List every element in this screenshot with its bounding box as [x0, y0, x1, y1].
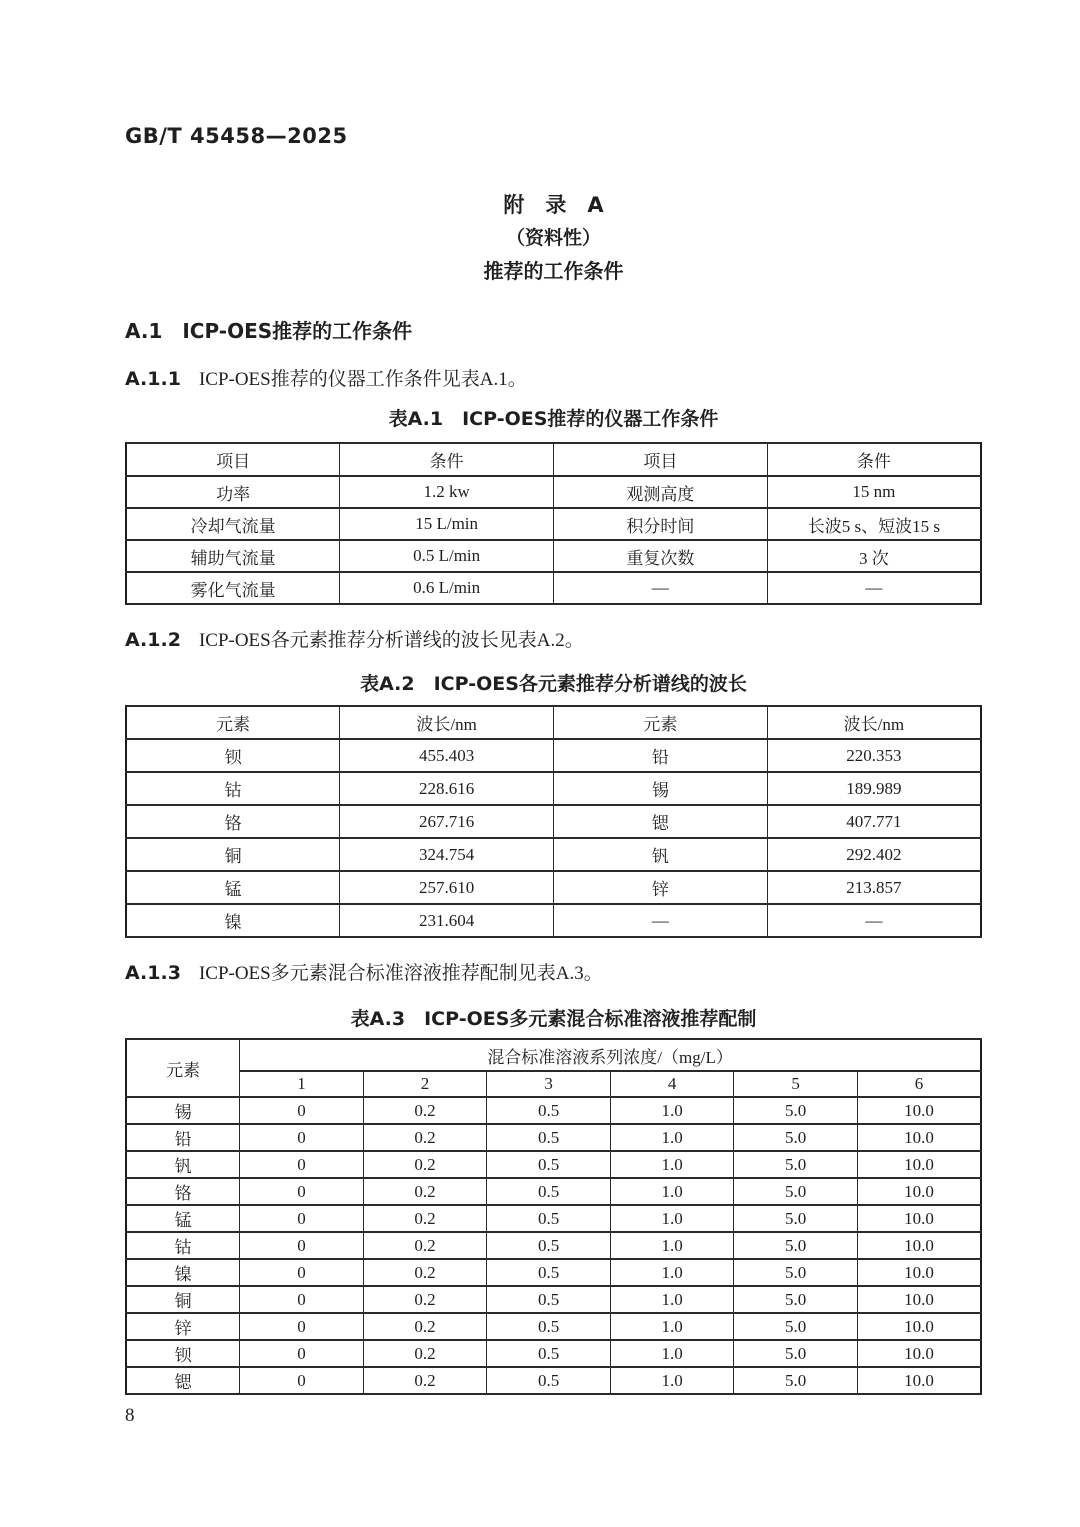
table-header-cell: 2 [363, 1071, 487, 1097]
table-cell: 锡 [554, 772, 768, 805]
table-cell: 积分时间 [554, 508, 768, 540]
table-cell: 5.0 [734, 1124, 858, 1151]
table-row [126, 1286, 981, 1313]
table-cell: 0.2 [363, 1313, 487, 1340]
table-row [126, 871, 981, 904]
table-cell: 10.0 [857, 1286, 981, 1313]
table-cell: 455.403 [340, 739, 554, 772]
table-cell: 0.5 [487, 1178, 611, 1205]
table-cell: 锶 [554, 805, 768, 838]
table-a1-caption: 表A.1 ICP-OES推荐的仪器工作条件 [388, 408, 719, 430]
table-cell: 雾化气流量 [126, 572, 340, 604]
table-cell: 0.2 [363, 1259, 487, 1286]
table-cell: 镍 [126, 904, 340, 937]
table-cell: 10.0 [857, 1178, 981, 1205]
table-row [126, 904, 981, 937]
table-cell: 0 [240, 1151, 364, 1178]
table-header-cell: 项目 [126, 443, 340, 476]
table-cell: 长波5 s、短波15 s [767, 508, 981, 540]
table-cell: 0.2 [363, 1232, 487, 1259]
table-cell: 0.5 [487, 1286, 611, 1313]
table-row [126, 1313, 981, 1340]
appendix-title: 附 录 A [503, 193, 604, 217]
table-header-cell: 元素 [126, 706, 340, 739]
table-header-cell: 3 [487, 1071, 611, 1097]
table-cell: 1.0 [610, 1205, 734, 1232]
table-cell: 10.0 [857, 1340, 981, 1367]
table-cell: 0.5 [487, 1097, 611, 1124]
table-cell: 1.0 [610, 1232, 734, 1259]
table-cell: 10.0 [857, 1124, 981, 1151]
table-cell: 0.2 [363, 1340, 487, 1367]
table-cell: 0.5 [487, 1124, 611, 1151]
table-cell: 15 L/min [340, 508, 554, 540]
table-cell: 292.402 [767, 838, 981, 871]
table-cell: 0 [240, 1340, 364, 1367]
table-row [126, 1232, 981, 1259]
table-cell: 0 [240, 1205, 364, 1232]
table-cell: 冷却气流量 [126, 508, 340, 540]
table-row [126, 540, 981, 572]
table-cell: 钡 [126, 739, 340, 772]
table-cell: 钒 [126, 1151, 240, 1178]
clause-text-a12: ICP-OES各元素推荐分析谱线的波长见表A.2。 [198, 630, 584, 651]
table-cell: 220.353 [767, 739, 981, 772]
table-cell: 观测高度 [554, 476, 768, 508]
table-cell: 1.2 kw [340, 476, 554, 508]
table-cell: 10.0 [857, 1097, 981, 1124]
table-cell: 5.0 [734, 1367, 858, 1394]
table-cell: 5.0 [734, 1205, 858, 1232]
table-cell: 5.0 [734, 1097, 858, 1124]
table-row [126, 1367, 981, 1394]
table-row [126, 1259, 981, 1286]
table-row [126, 1205, 981, 1232]
table-cell: 0 [240, 1178, 364, 1205]
table-cell: 0.5 [487, 1340, 611, 1367]
table-cell: 10.0 [857, 1259, 981, 1286]
table-cell: 钡 [126, 1340, 240, 1367]
paragraph-a12 [125, 627, 982, 654]
table-row [126, 508, 981, 540]
table-cell: 10.0 [857, 1367, 981, 1394]
table-header-cell: 5 [734, 1071, 858, 1097]
table-row [126, 1097, 981, 1124]
table-header-cell: 元素 [126, 1039, 240, 1097]
table-cell: 5.0 [734, 1151, 858, 1178]
table-row [126, 772, 981, 805]
appendix-type-label: （资料性） [505, 227, 601, 249]
table-cell: 5.0 [734, 1259, 858, 1286]
table-cell: 1.0 [610, 1286, 734, 1313]
table-cell: 257.610 [340, 871, 554, 904]
table-cell: 5.0 [734, 1313, 858, 1340]
table-header-cell: 4 [610, 1071, 734, 1097]
table-cell: 267.716 [340, 805, 554, 838]
table-header-cell: 条件 [767, 443, 981, 476]
table-cell: 铜 [126, 838, 340, 871]
table-header-cell: 混合标准溶液系列浓度/（mg/L） [240, 1039, 981, 1071]
table-cell: 0.5 [487, 1151, 611, 1178]
table-cell: 1.0 [610, 1178, 734, 1205]
table-a3-subheader-row [126, 1071, 981, 1097]
table-cell: 0 [240, 1097, 364, 1124]
table-row [126, 805, 981, 838]
table-a2-header-row [126, 706, 981, 739]
table-cell: 10.0 [857, 1205, 981, 1232]
table-a2 [125, 705, 982, 938]
table-row [126, 572, 981, 604]
table-cell: 钒 [554, 838, 768, 871]
table-cell: 重复次数 [554, 540, 768, 572]
table-cell: 1.0 [610, 1259, 734, 1286]
table-cell: 0.2 [363, 1124, 487, 1151]
table-cell: 0 [240, 1367, 364, 1394]
table-cell: 0.5 [487, 1232, 611, 1259]
clause-number-a12: A.1.2 [125, 629, 181, 651]
clause-number-a11: A.1.1 [125, 368, 181, 390]
appendix-subject: 推荐的工作条件 [483, 259, 624, 283]
table-row [126, 1340, 981, 1367]
table-cell: 功率 [126, 476, 340, 508]
table-row [126, 838, 981, 871]
table-cell: 1.0 [610, 1097, 734, 1124]
table-row [126, 1151, 981, 1178]
table-cell: 10.0 [857, 1151, 981, 1178]
table-cell: 1.0 [610, 1151, 734, 1178]
table-a3 [125, 1038, 982, 1395]
table-header-cell: 条件 [340, 443, 554, 476]
table-header-cell: 6 [857, 1071, 981, 1097]
table-cell: 锰 [126, 871, 340, 904]
table-cell: 铬 [126, 1178, 240, 1205]
table-header-cell: 波长/nm [767, 706, 981, 739]
table-cell: 1.0 [610, 1124, 734, 1151]
standard-number: GB/T 45458—2025 [125, 124, 348, 148]
table-cell: 0 [240, 1313, 364, 1340]
table-cell: 锡 [126, 1097, 240, 1124]
table-cell: 0.2 [363, 1151, 487, 1178]
table-cell: 1.0 [610, 1367, 734, 1394]
table-cell: 锰 [126, 1205, 240, 1232]
page-number: 8 [125, 1405, 135, 1426]
paragraph-a13 [125, 960, 982, 987]
table-header-cell: 项目 [554, 443, 768, 476]
table-cell: 189.989 [767, 772, 981, 805]
table-cell: 0.6 L/min [340, 572, 554, 604]
table-cell: 钴 [126, 1232, 240, 1259]
table-cell: — [554, 572, 768, 604]
table-cell: 铅 [126, 1124, 240, 1151]
table-a1-header-row [126, 443, 981, 476]
table-cell: 228.616 [340, 772, 554, 805]
table-a2-caption: 表A.2 ICP-OES各元素推荐分析谱线的波长 [360, 673, 747, 695]
clause-text-a13: ICP-OES多元素混合标准溶液推荐配制见表A.3。 [198, 963, 603, 984]
table-cell: 3 次 [767, 540, 981, 572]
table-header-cell: 1 [240, 1071, 364, 1097]
table-cell: 钴 [126, 772, 340, 805]
table-cell: 0 [240, 1232, 364, 1259]
table-cell: 0.2 [363, 1097, 487, 1124]
table-cell: — [554, 904, 768, 937]
table-cell: 231.604 [340, 904, 554, 937]
table-cell: 10.0 [857, 1232, 981, 1259]
table-cell: 10.0 [857, 1313, 981, 1340]
table-a1 [125, 442, 982, 605]
table-cell: 213.857 [767, 871, 981, 904]
table-cell: 镍 [126, 1259, 240, 1286]
table-row [126, 1178, 981, 1205]
clause-text-a11: ICP-OES推荐的仪器工作条件见表A.1。 [198, 369, 527, 390]
table-a3-caption: 表A.3 ICP-OES多元素混合标准溶液推荐配制 [350, 1008, 757, 1030]
table-cell: 0 [240, 1124, 364, 1151]
table-header-cell: 元素 [554, 706, 768, 739]
table-cell: 0 [240, 1286, 364, 1313]
paragraph-a11 [125, 366, 982, 393]
table-cell: 铜 [126, 1286, 240, 1313]
table-cell: 15 nm [767, 476, 981, 508]
table-row [126, 739, 981, 772]
table-cell: 0.2 [363, 1367, 487, 1394]
table-cell: 0.5 L/min [340, 540, 554, 572]
table-cell: 5.0 [734, 1232, 858, 1259]
table-a3-header-row [126, 1039, 981, 1071]
table-cell: 0.2 [363, 1178, 487, 1205]
section-heading-a1: A.1 ICP-OES推荐的工作条件 [125, 319, 413, 343]
table-cell: 铅 [554, 739, 768, 772]
table-cell: 锌 [126, 1313, 240, 1340]
table-cell: 0.2 [363, 1205, 487, 1232]
table-cell: 铬 [126, 805, 340, 838]
table-cell: — [767, 904, 981, 937]
table-cell: 5.0 [734, 1178, 858, 1205]
table-row [126, 476, 981, 508]
table-cell: 324.754 [340, 838, 554, 871]
clause-number-a13: A.1.3 [125, 962, 181, 984]
table-row [126, 1124, 981, 1151]
table-header-cell: 波长/nm [340, 706, 554, 739]
table-cell: 锶 [126, 1367, 240, 1394]
table-cell: 0 [240, 1259, 364, 1286]
table-cell: 0.2 [363, 1286, 487, 1313]
table-cell: 5.0 [734, 1340, 858, 1367]
table-cell: 0.5 [487, 1259, 611, 1286]
table-cell: 0.5 [487, 1367, 611, 1394]
table-cell: 1.0 [610, 1313, 734, 1340]
table-cell: 0.5 [487, 1313, 611, 1340]
table-cell: 1.0 [610, 1340, 734, 1367]
table-cell: — [767, 572, 981, 604]
table-cell: 辅助气流量 [126, 540, 340, 572]
table-cell: 0.5 [487, 1205, 611, 1232]
table-cell: 5.0 [734, 1286, 858, 1313]
table-cell: 锌 [554, 871, 768, 904]
table-cell: 407.771 [767, 805, 981, 838]
